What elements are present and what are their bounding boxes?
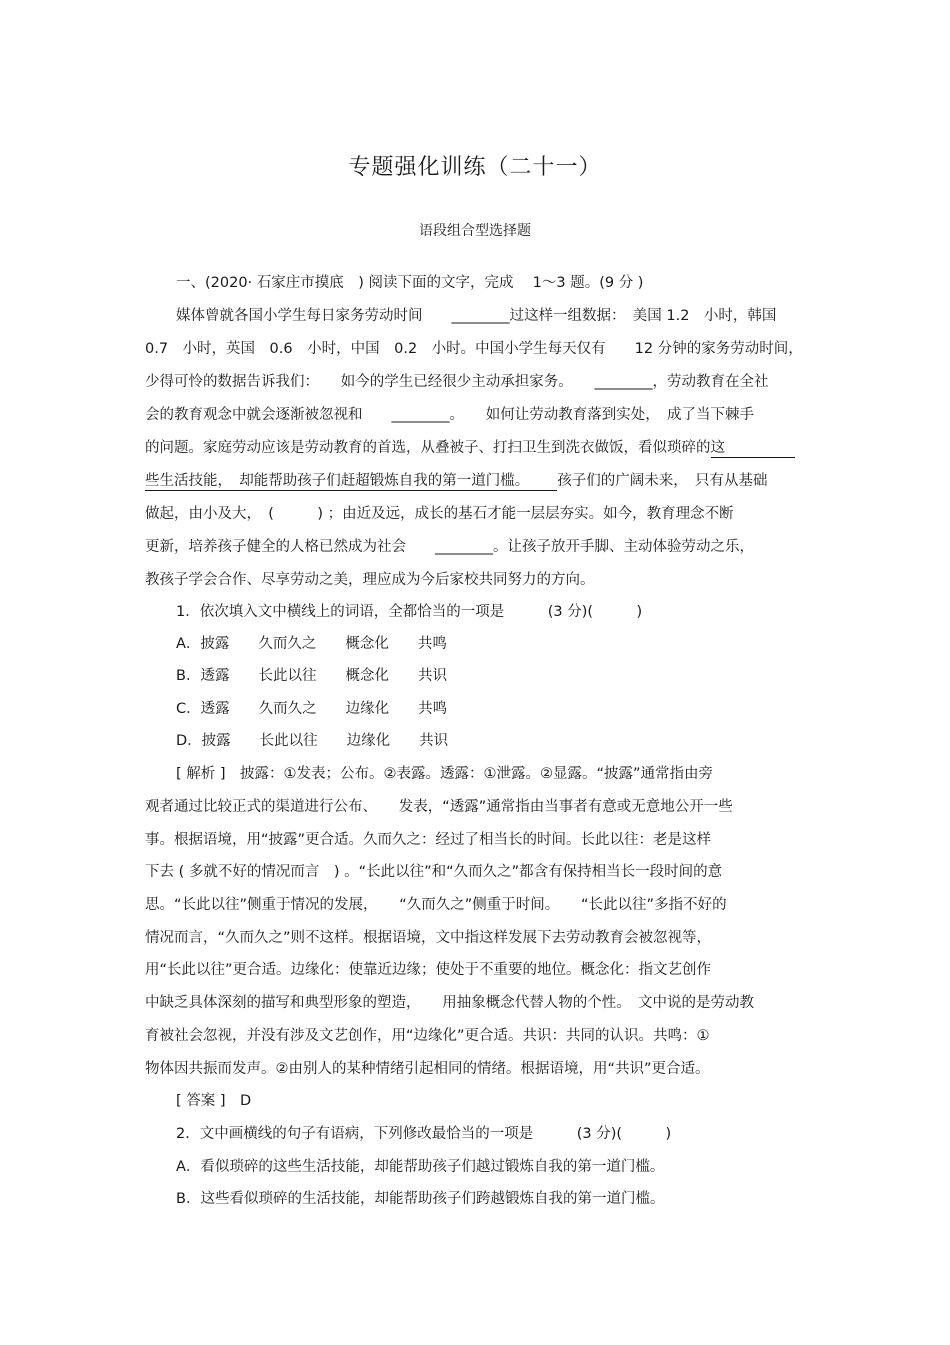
q1-option-b: B．透露 长此以往 概念化 共识 — [176, 668, 447, 684]
underline-extension — [725, 438, 795, 458]
passage-line: 做起，由小及大， ( ) ；由近及远，成长的基石才能一层层夯实。如今，教育理念不断 — [145, 506, 734, 522]
analysis-line: 育被社会忽视，并没有涉及文艺创作，用“边缘化”更合适。共识：共同的认识。共鸣：① — [145, 1028, 710, 1044]
passage-line: 更新，培养孩子健全的人格已然成为社会 ________。让孩子放开手脚、主动体验劳动之乐， — [145, 539, 754, 555]
passage-line: 少得可怜的数据告诉我们： 如今的学生已经很少主动承担家务。 ________，劳动教育在全社 — [145, 374, 769, 390]
passage-text: 孩子们的广阔未来， 只有从基础 — [557, 473, 768, 489]
underlined-sentence: 这 — [710, 440, 725, 456]
q1-option-a: A．披露 久而久之 概念化 共鸣 — [176, 636, 447, 652]
q1-option-d: D．披露 长此以往 边缘化 共识 — [176, 733, 449, 749]
page-title: 专题强化训练（二十一） — [348, 155, 602, 180]
passage-line: 教孩子学会合作、尽享劳动之美，理应成为今后家校共同努力的方向。 — [145, 572, 595, 588]
passage-line: 媒体曾就各国小学生每日家务劳动时间 ________过这样一组数据： 美国 1.2 小时，韩国 — [176, 308, 777, 324]
passage-line: 0.7 小时，英国 0.6 小时，中国 0.2 小时。中国小学生每天仅有 12 分钟的家务劳动时间， — [145, 341, 803, 357]
question-intro: 一、(2020· 石家庄市摸底 ) 阅读下面的文字，完成 1～3 题。(9 分 ) — [176, 275, 644, 291]
passage-line — [145, 438, 795, 458]
section-subtitle: 语段组合型选择题 — [419, 223, 531, 239]
analysis-line: 事。根据语境，用“披露”更合适。久而久之：经过了相当长的时间。长此以往：老是这样 — [145, 832, 712, 848]
passage-text: 的问题。家庭劳动应该是劳动教育的首选，从叠被子、打扫卫生到洗衣做饭，看似琐碎的 — [145, 440, 711, 456]
q2-option-b: B．这些看似琐碎的生活技能，却能帮助孩子们跨越锻炼自我的第一道门槛。 — [176, 1191, 665, 1207]
question-2-stem: 2．文中画横线的句子有语病，下列修改最恰当的一项是 (3 分)( ) — [176, 1126, 672, 1142]
underline-extension — [529, 471, 557, 491]
q1-option-c: C．透露 久而久之 边缘化 共鸣 — [176, 701, 448, 717]
analysis-line: 下去 ( 多就不好的情况而言 ) 。“长此以往”和“久而久之”都含有保持相当长一段时间的意 — [145, 864, 723, 880]
analysis-line: 思。“长此以往”侧重于情况的发展， “久而久之”侧重于时间。 “长此以往”多指不好的 — [145, 897, 727, 913]
answer-line: [ 答案 ] D — [176, 1093, 252, 1109]
analysis-line: 用“长此以往”更合适。边缘化：使靠近边缘；使处于不重要的地位。概念化：指文艺创作 — [145, 962, 712, 978]
passage-line — [145, 471, 768, 491]
passage-line: 会的教育观念中就会逐渐被忽视和 ________。 如何让劳动教育落到实处， 成了当下棘手 — [145, 407, 754, 423]
analysis-line: 观者通过比较正式的渠道进行公布、 发表，“透露”通常指由当事者有意或无意地公开一些 — [145, 799, 733, 815]
underlined-sentence: 些生活技能， 却能帮助孩子们赶超锻炼自我的第一道门槛。 — [145, 473, 530, 489]
analysis-line: 中缺乏具体深刻的描写和典型形象的塑造， 用抽象概念代替人物的个性。 文中说的是劳动教 — [145, 995, 754, 1011]
analysis-line: 情况而言，“久而久之”则不这样。根据语境，文中指这样发展下去劳动教育会被忽视等， — [145, 930, 712, 946]
analysis-line: 物体因共振而发声。②由别人的某种情绪引起相同的情绪。根据语境，用“共识”更合适。 — [145, 1061, 710, 1077]
q2-option-a: A．看似琐碎的这些生活技能，却能帮助孩子们越过锻炼自我的第一道门槛。 — [176, 1159, 665, 1175]
question-1-stem: 1．依次填入文中横线上的词语，全都恰当的一项是 (3 分)( ) — [176, 604, 643, 620]
analysis-line: [ 解析 ] 披露：①发表；公布。②表露。透露：①泄露。②显露。“披露”通常指由旁 — [176, 766, 714, 782]
